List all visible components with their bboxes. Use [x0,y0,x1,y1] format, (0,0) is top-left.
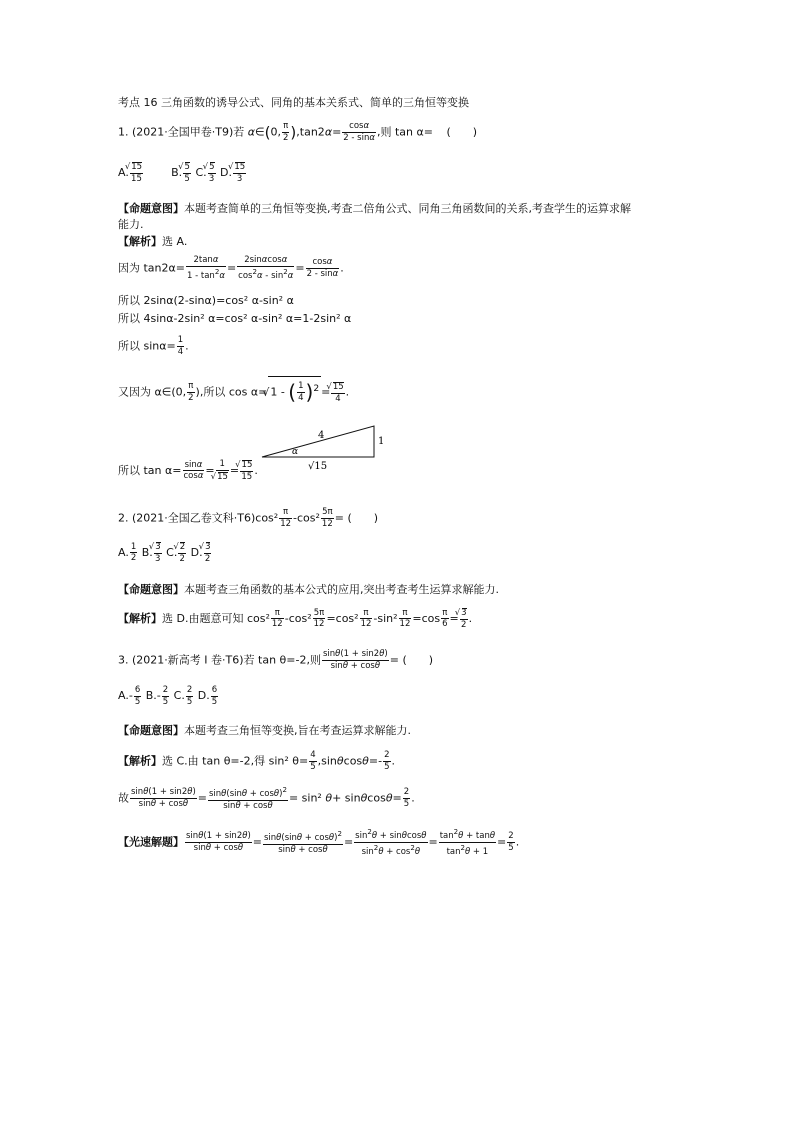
q3-option-c: C. $\frac{2}{5}$ [173,685,193,707]
q1-stem: 1. (2021·全国甲卷·T9)若 α∈(0, $\frac{\pi}{2}$ ),tan2α= $\frac{\cos\alpha}{2 - \sin\alpha}$ ,则 tan α= ( ) [118,121,478,143]
q3-option-b: B.- $\frac{2}{5}$ [145,685,169,707]
q3-answer-blank: ( ) [402,653,434,667]
q1-step3: 所以 4sinα-2sin² α=cos² α-sin² α=1-2sin² α [118,312,352,325]
q2-option-c: C. √ $\frac{2}{2}$ [166,546,187,559]
q3-fast-solution: 【光速解题】 $\frac{\sin\theta(1 + \sin 2\theta)}{\sin\theta + \cos\theta}$ = $\frac{\sin\theta(\sin\theta + \cos\theta)^2}{\sin\theta + \cos\theta}$ = $\frac{\sin^2\theta + \sin\theta\cos\theta}{\sin^2\theta + \cos^2\theta}$ = $\frac{\tan^2\theta + \tan\theta}{\tan^2\theta + 1}$ = $\frac{2}{5}$ . [118,827,520,857]
q1-step1: 因为 tan2α= $\frac{2\tan\alpha}{1 - \tan^2\alpha}$ = $\frac{2\sin\alpha\cos\alpha}{\cos^2\alpha - \sin^2\alpha}$ = $\frac{\cos\alpha}{2 - \sin\alpha}$ . [118,255,344,281]
q1-options [118,162,247,184]
triangle-label-angle: α [292,447,299,457]
q1-intent-line1: 【命题意图】本题考查简单的三角恒等变换,考查二倍角公式、同角三角函数间的关系,考查学生的运算求解 [118,202,631,215]
q3-analysis: 【解析】选 C.由 tan θ=-2,得 sin² θ= $\frac{4}{5}$ ,sinθcosθ=- $\frac{2}{5}$ . [118,750,395,772]
triangle-label-opposite: 1 [378,436,385,447]
q3-option-d: D. $\frac{6}{5}$ [197,685,218,707]
q2-option-a: A. $\frac{1}{2}$ [118,541,137,564]
right-triangle-diagram [258,422,388,472]
q1-option-b: B. √ $\frac{5}{5}$ [171,166,192,179]
q1-step4: 所以 sinα= $\frac{1}{4}$ . [118,335,189,357]
q1-step2: 所以 2sinα(2-sinα)=cos² α-sin² α [118,294,294,307]
q3-stem: 3. (2021·新高考 I 卷·T6)若 tan θ=-2,则 $\frac{\sin\theta(1 + \sin 2\theta)}{\sin\theta + \cos\theta}$ = ( ) [118,649,434,671]
q1-analysis: 【解析】选 A. [118,235,188,248]
q2-analysis: 【解析】选 D.由题意可知 cos² $\frac{\pi}{12}$ -cos² $\frac{5\pi}{12}$ =cos² $\frac{\pi}{12}$ -sin² $\frac{\pi}{12}$ =cos $\frac{\pi}{6}$ = √ $\frac{3}{2}$ . [118,608,472,630]
q2-intent: 【命题意图】本题考查三角函数的基本公式的应用,突出考查考生运算求解能力. [118,583,499,596]
q3-intent: 【命题意图】本题考查三角恒等变换,旨在考查运算求解能力. [118,724,411,737]
q1-option-c: C. √ $\frac{5}{3}$ [195,166,216,179]
q1-intent-line2: 能力. [118,218,144,231]
q1-option-d: D. √ $\frac{15}{3}$ [220,166,247,179]
q3-option-a: A.- $\frac{6}{5}$ [118,685,141,707]
q2-stem: 2. (2021·全国乙卷文科·T6)cos² $\frac{\pi}{12}$ -cos² $\frac{5\pi}{12}$ = ( ) [118,507,379,529]
triangle-label-adjacent: √15 [308,461,328,472]
section-title: 考点 16 三角函数的诱导公式、同角的基本关系式、简单的三角恒等变换 [118,96,469,109]
q2-answer-blank: ( ) [347,511,379,525]
triangle-label-hypotenuse: 4 [318,430,325,441]
q3-options [118,686,219,707]
q2-option-d: D. √ $\frac{3}{2}$ [191,546,213,559]
q1-step5: 又因为 α∈(0, $\frac{\pi}{2}$ ),所以 cos α=√ 1 - ( $\frac{1}{4}$ )$^2$ = √ $\frac{15}{4}$ . [118,376,349,406]
q1-answer-blank: ( ) [446,125,478,139]
q2-options [118,542,212,564]
q1-option-a: A. √ $\frac{15}{15}$ [118,166,144,179]
q3-step2: 故 $\frac{\sin\theta(1 + \sin 2\theta)}{\sin\theta + \cos\theta}$ = $\frac{\sin\theta(\sin\theta + \cos\theta)^2}{\sin\theta + \cos\theta}$ = sin² θ+ sinθcosθ= $\frac{2}{5}$ . [118,785,415,811]
q2-option-b: B. √ $\frac{3}{3}$ [142,546,163,559]
q1-step6: 所以 tan α= $\frac{\sin\alpha}{\cos\alpha}$ = 1 √ 15 = √ $\frac{15}{15}$ . [118,460,258,482]
